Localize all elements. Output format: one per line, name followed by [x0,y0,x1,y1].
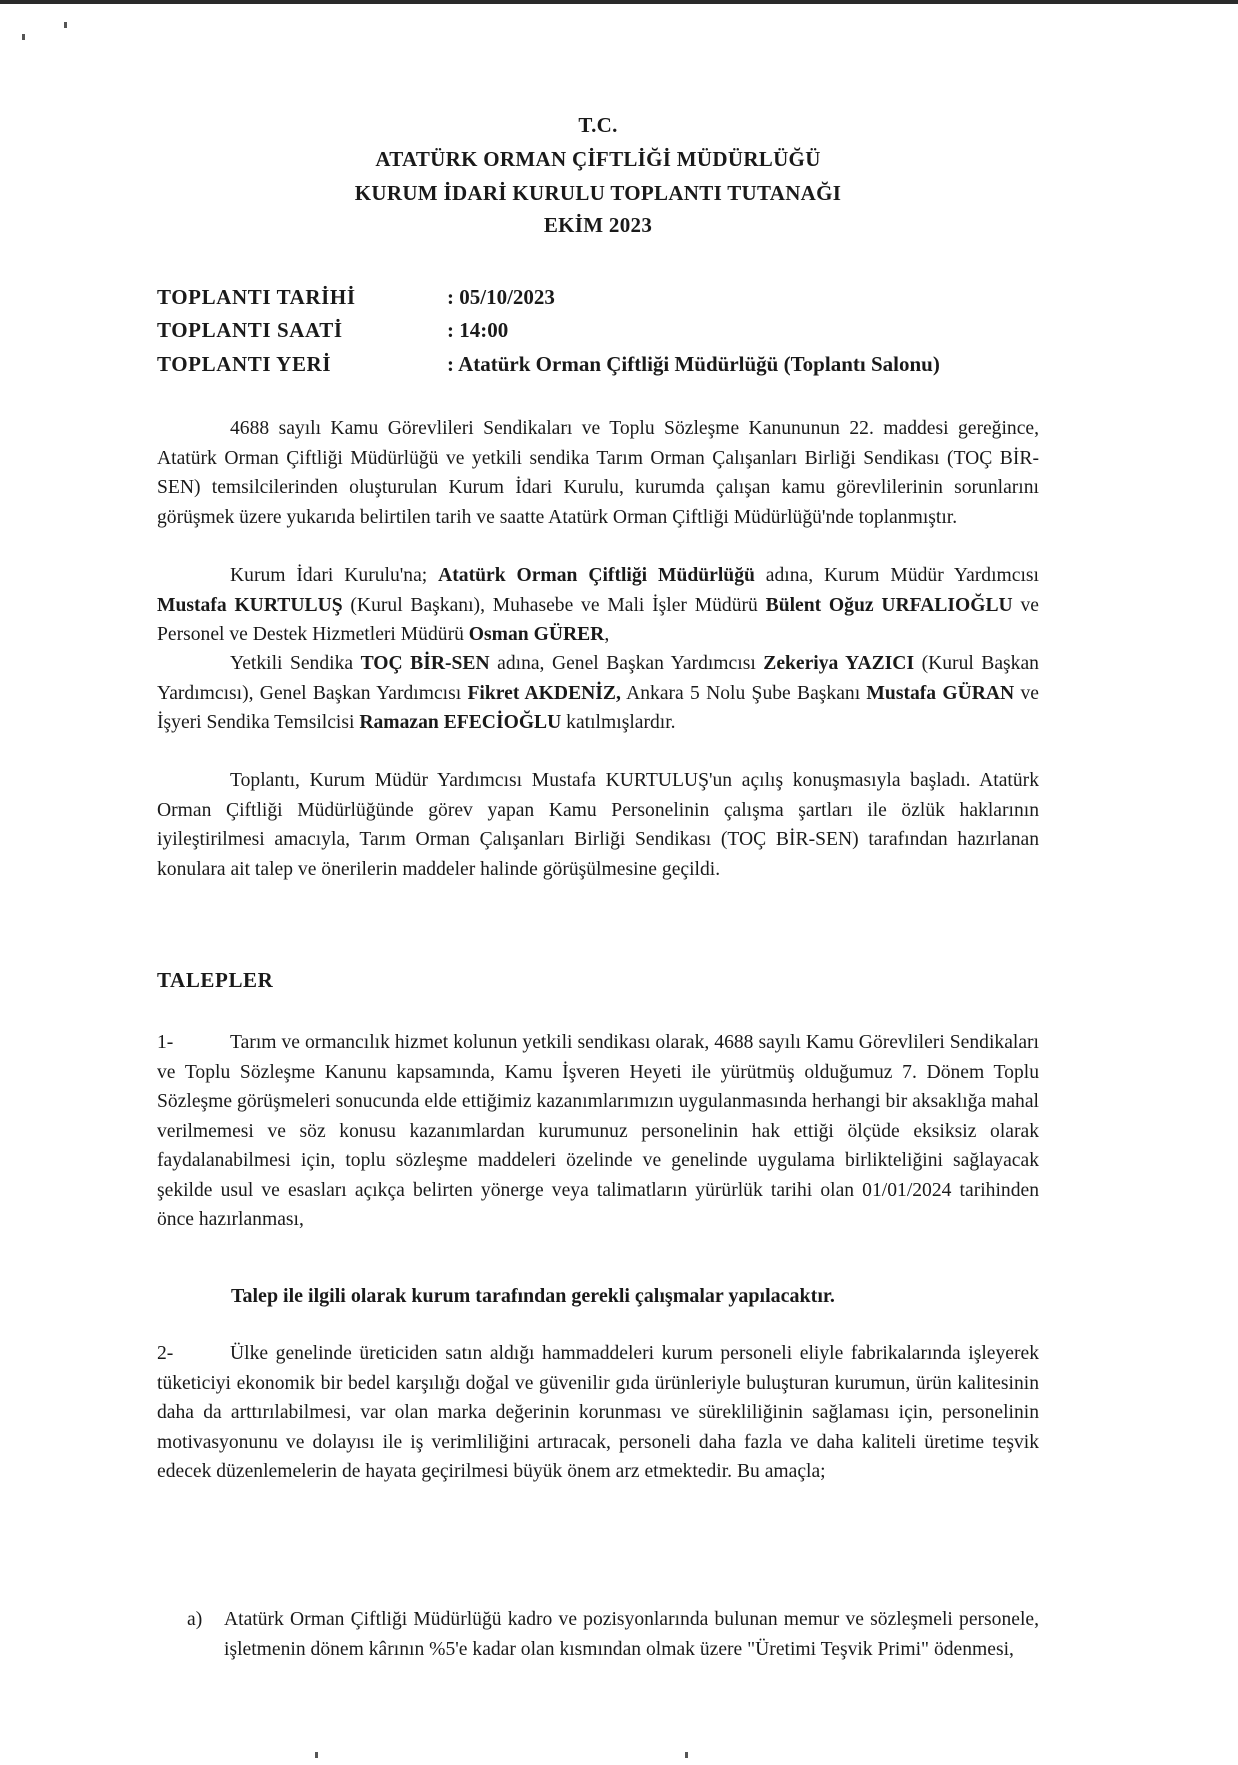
attendee-name: Mustafa GÜRAN [866,682,1015,704]
meeting-place-label: TOPLANTI YERİ [157,352,332,376]
text-segment: adına, Genel Başkan Yardımcısı [489,653,764,674]
text-segment: Yetkili Sendika [230,653,361,674]
request-item-text: Ülke genelinde üreticiden satın aldığı hammaddeleri kurum personeli eliyle fabrikalarında işleyerek tüketiciyi ekonomik bir bedel karşılığı doğal ve güvenilir gıda ürünleriyle buluşturan kurumun, ürün kalitesinin daha da arttırılabilmesi, var olan marka değerinin korunması ve sürekliliğinin sağlaması için, personelinin motivasyonunu ve dolayısı ile iş verimliliğini artıracak, personeli daha fazla ve daha kaliteli üretime teşvik edecek düzenlemelerin de hayata geçirilmesi büyük önem arz etmektedir. Bu amaçla; [157,1343,1039,1482]
attendee-name: Zekeriya YAZICI [763,653,915,674]
attendee-name: Fikret AKDENİZ, [467,682,621,704]
request-item-1 [157,1028,1039,1235]
institution-name: Atatürk Orman Çiftliği Müdürlüğü [438,565,755,586]
header-institution: ATATÜRK ORMAN ÇİFTLİĞİ MÜDÜRLÜĞÜ [375,147,821,171]
meeting-time-label: TOPLANTI SAATİ [157,318,343,342]
requests-heading: TALEPLER [157,968,274,992]
scan-speck [22,34,25,40]
attendee-name: Ramazan EFECİOĞLU [359,712,562,733]
meeting-date-label: TOPLANTI TARİHİ [157,285,356,309]
request-item-text: Tarım ve ormancılık hizmet kolunun yetkili sendikası olarak, 4688 sayılı Kamu Görevlileri Sendikaları ve Toplu Sözleşme Kanunu kapsamında, Kamu İşveren Heyeti ile yürütmüş olduğumuz 7. Dönem Toplu Sözleşme görüşmeleri sonucunda elde ettiğimiz kazanımlarımızın uygulanmasında herhangi bir aksaklığa mahal verilmemesi ve söz konusu kazanımlardan kurumunuz personelinin hak ettiği ölçüde eksiksiz olarak faydalanabilmesi için, toplu sözleşme maddeleri özelinde ve genelinde uygulama birlikteliğini sağlayacak şekilde usul ve esasları açıkça belirten yönerge veya talimatların yürürlük tarihi olan 01/01/2024 tarihinden önce hazırlanması, [157,1032,1039,1230]
attendee-name: Mustafa KURTULUŞ [157,594,343,616]
attendees-institution-paragraph [157,561,1039,650]
text-segment: katılmışlardır. [561,712,676,733]
meeting-time-value: : 14:00 [447,318,509,342]
text-segment: ve Personel ve Destek Hizmetleri Müdürü [157,594,1039,645]
text-segment: Kurum İdari Kurulu'na; [230,565,439,586]
meeting-place-value: : Atatürk Orman Çiftliği Müdürlüğü (Toplantı Salonu) [447,352,940,376]
attendees-union-paragraph [157,649,1039,738]
text-segment: (Kurul Başkanı), Muhasebe ve Mali İşler Müdürü [342,594,766,616]
request-item-number: 2- [157,1343,174,1364]
request-subitem-a [187,1605,1039,1664]
header-tc: T.C. [578,113,618,137]
intro-paragraph: 4688 sayılı Kamu Görevlileri Sendikaları ve Toplu Sözleşme Kanununun 22. maddesi gereğince, Atatürk Orman Çiftliği Müdürlüğü ve yetkili sendika Tarım Orman Çalışanları Birliği Sendikası (TOÇ BİR-SEN) temsilcilerinden oluşturulan Kurum İdari Kurulu, kurumda çalışan kamu görevlilerinin sorunlarını görüşmek üzere yukarıda belirtilen tarih ve saatte Atatürk Orman Çiftliği Müdürlüğü'nde toplanmıştır. [157,418,1039,528]
header-document-type: KURUM İDARİ KURULU TOPLANTI TUTANAĞI [354,181,842,205]
opening-paragraph: Toplantı, Kurum Müdür Yardımcısı Mustafa KURTULUŞ'un açılış konuşmasıyla başladı. Atatürk Orman Çiftliği Müdürlüğünde görev yapan Kamu Personelinin çalışma şartları ile özlük haklarının iyileştirilmesi amacıyla, Tarım Orman Çalışanları Birliği Sendikası (TOÇ BİR-SEN) tarafından hazırlanan konulara ait talep ve önerilerin maddeler halinde görüşülmesine geçildi. [157,770,1039,880]
subitem-text: Atatürk Orman Çiftliği Müdürlüğü kadro ve pozisyonlarında bulunan memur ve sözleşmeli personele, işletmenin dönem kârının %5'e kadar olan kısmından olmak üzere "Üretimi Teşvik Primi" ödenmesi, [224,1609,1039,1660]
subitem-marker: a) [187,1609,203,1630]
text-segment: Ankara 5 Nolu Şube Başkanı [620,682,867,704]
scan-speck [685,1752,688,1758]
text-segment: (Kurul Başkan Yardımcısı), Genel Başkan Yardımcısı [157,653,1039,704]
scan-speck [64,22,67,28]
attendee-name: Osman GÜRER [468,624,605,645]
request-item-number: 1- [157,1032,174,1053]
header-period: EKİM 2023 [543,213,653,237]
request-item-1-response: Talep ile ilgili olarak kurum tarafından gerekli çalışmalar yapılacaktır. [231,1285,835,1307]
text-segment: ve İşyeri Sendika Temsilcisi [157,682,1039,733]
text-segment: adına, Kurum Müdür Yardımcısı [754,565,1039,586]
text-segment: , [604,624,610,645]
scan-edge [0,0,1238,4]
request-item-2 [157,1339,1039,1487]
attendee-name: Bülent Oğuz URFALIOĞLU [765,594,1013,616]
union-name: TOÇ BİR-SEN [360,653,490,674]
scan-speck [315,1752,318,1758]
meeting-date-value: : 05/10/2023 [447,285,555,309]
